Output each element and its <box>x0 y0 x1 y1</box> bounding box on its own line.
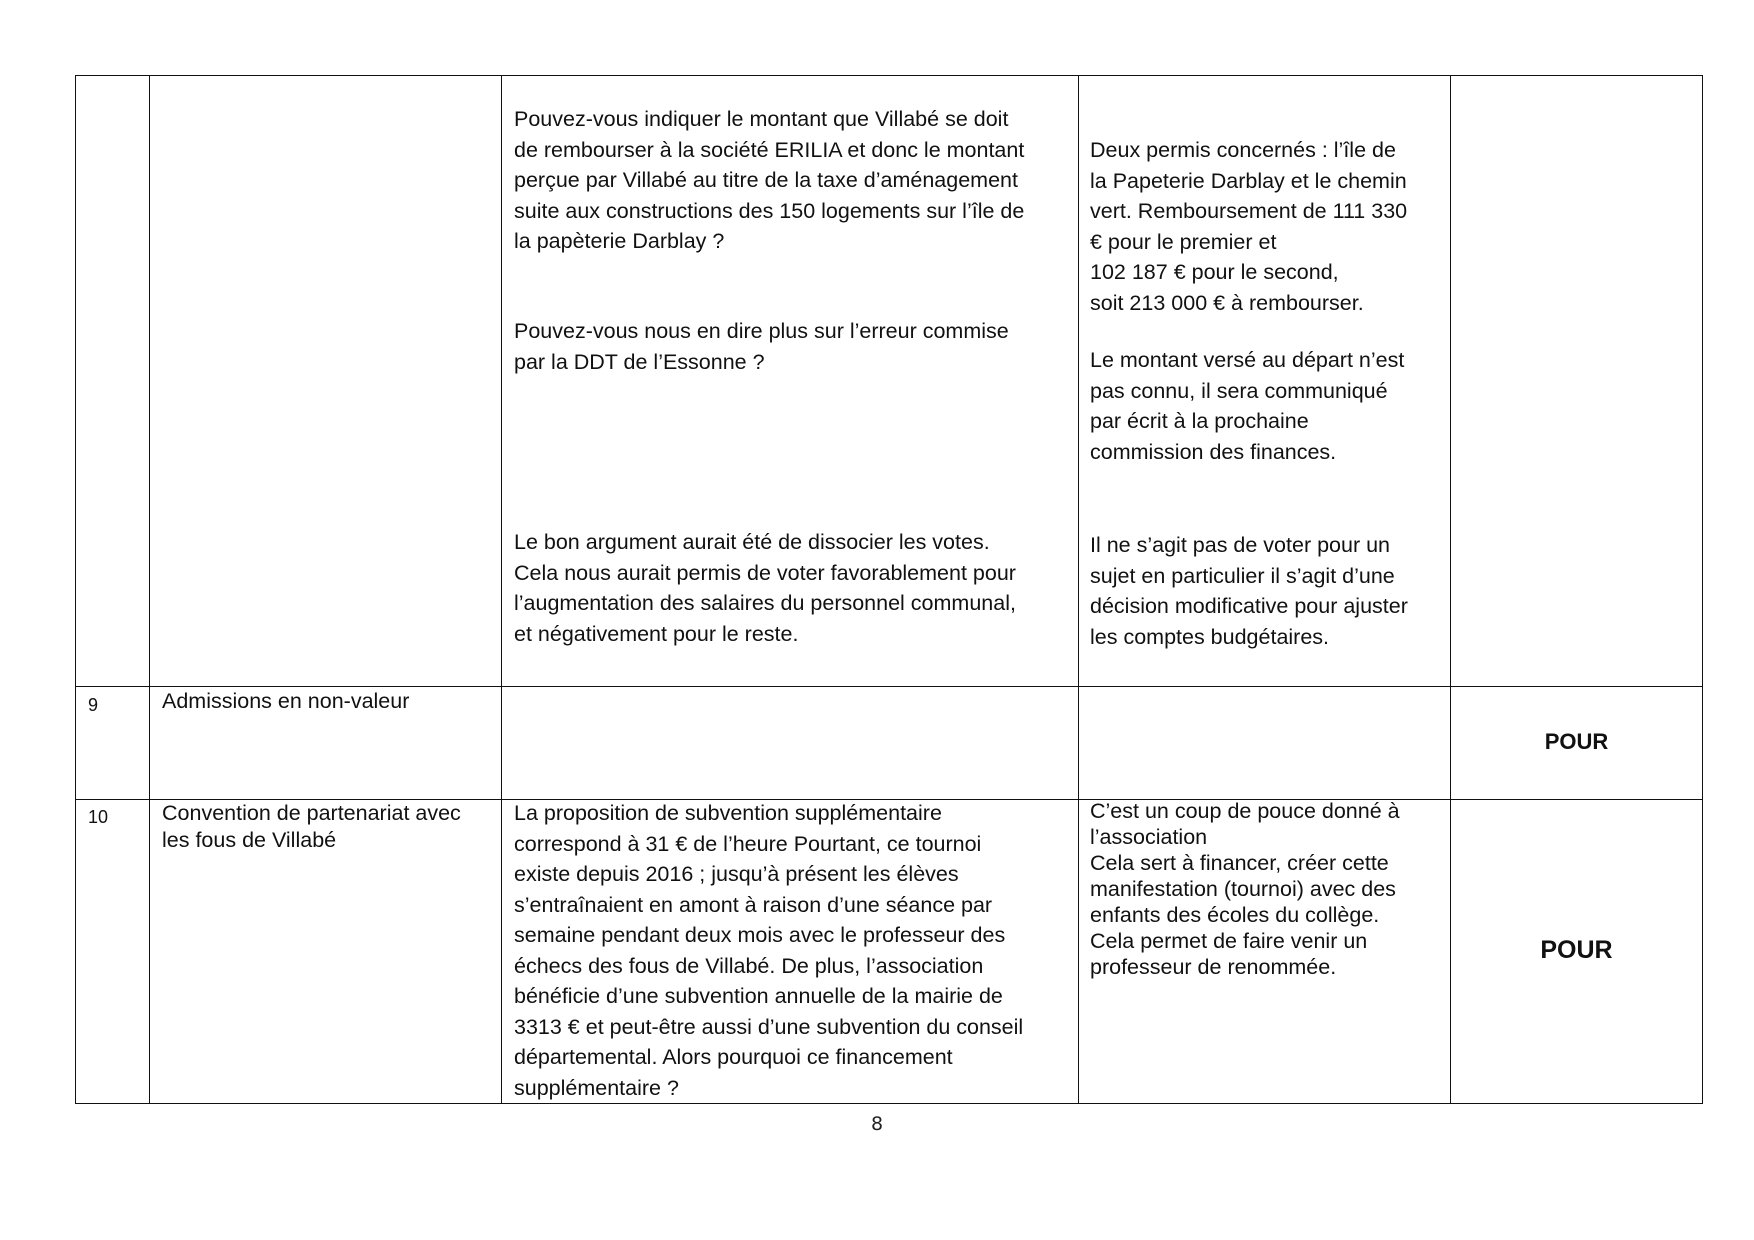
question-cell <box>502 800 1079 1104</box>
table-row <box>76 76 1703 687</box>
question-text: La proposition de subvention supplémentaire correspond à 31 € de l’heure Pourtant, ce tournoi existe depuis 2016 ; jusqu’à présent les élèves s’entraînaient en amont à raison d’une séance par semaine pendant deux mois avec le professeur des échecs des fous de Villabé. De plus, l’association bénéficie d’une subvention annuelle de la mairie de 3313 € et peut-être aussi d’une subvention du conseil départemental. Alors pourquoi ce financement supplémentaire ? <box>514 801 1024 1100</box>
question-cell <box>502 76 1079 687</box>
answer-cell <box>1079 800 1451 1104</box>
subject-cell <box>150 800 502 1104</box>
item-subject: Convention de partenariat avec les fous de Villabé <box>162 801 461 852</box>
answer-cell <box>1079 687 1451 800</box>
question-text: Pouvez-vous nous en dire plus sur l’erreur commise par la DDT de l’Essonne ? <box>514 319 1009 374</box>
vote-cell <box>1451 800 1703 1104</box>
subject-cell <box>150 76 502 687</box>
answer-text: Le montant versé au départ n’est pas connu, il sera communiqué par écrit à la prochaine commission des finances. <box>1090 348 1405 464</box>
item-number-cell <box>76 800 150 1104</box>
answer-text: Il ne s’agit pas de voter pour un sujet en particulier il s’agit d’une décision modificative pour ajuster les comptes budgétaires. <box>1090 533 1408 649</box>
item-subject: Admissions en non-valeur <box>162 689 410 713</box>
deliberations-table <box>75 75 1703 1104</box>
vote-cell <box>1451 687 1703 800</box>
page-number: 8 <box>870 1113 884 1135</box>
vote-result: POUR <box>1540 936 1613 964</box>
item-number-cell <box>76 76 150 687</box>
table-row <box>76 800 1703 1104</box>
question-cell <box>502 687 1079 800</box>
vote-cell <box>1451 76 1703 687</box>
subject-cell <box>150 687 502 800</box>
vote-result: POUR <box>1544 729 1609 754</box>
table-row <box>76 687 1703 800</box>
question-text: Le bon argument aurait été de dissocier les votes. Cela nous aurait permis de voter favorablement pour l’augmentation des salaires du personnel communal, et négativement pour le reste. <box>514 530 1016 646</box>
answer-cell <box>1079 76 1451 687</box>
question-text: Pouvez-vous indiquer le montant que Villabé se doit de rembourser à la société ERILIA et donc le montant perçue par Villabé au titre de la taxe d’aménagement suite aux constructions des 150 logements sur l’île de la papèterie Darblay ? <box>514 107 1025 253</box>
item-number: 9 <box>88 695 99 715</box>
answer-text: C’est un coup de pouce donné à l’association Cela sert à financer, créer cette manifestation (tournoi) avec des enfants des écoles du collège. Cela permet de faire venir un professeur de renommée. <box>1090 799 1400 979</box>
item-number: 10 <box>88 807 109 827</box>
item-number-cell <box>76 687 150 800</box>
answer-text: Deux permis concernés : l’île de la Papeterie Darblay et le chemin vert. Remboursement de 111 330 € pour le premier et 102 187 € pour le second, soit 213 000 € à rembourser. <box>1090 138 1408 315</box>
